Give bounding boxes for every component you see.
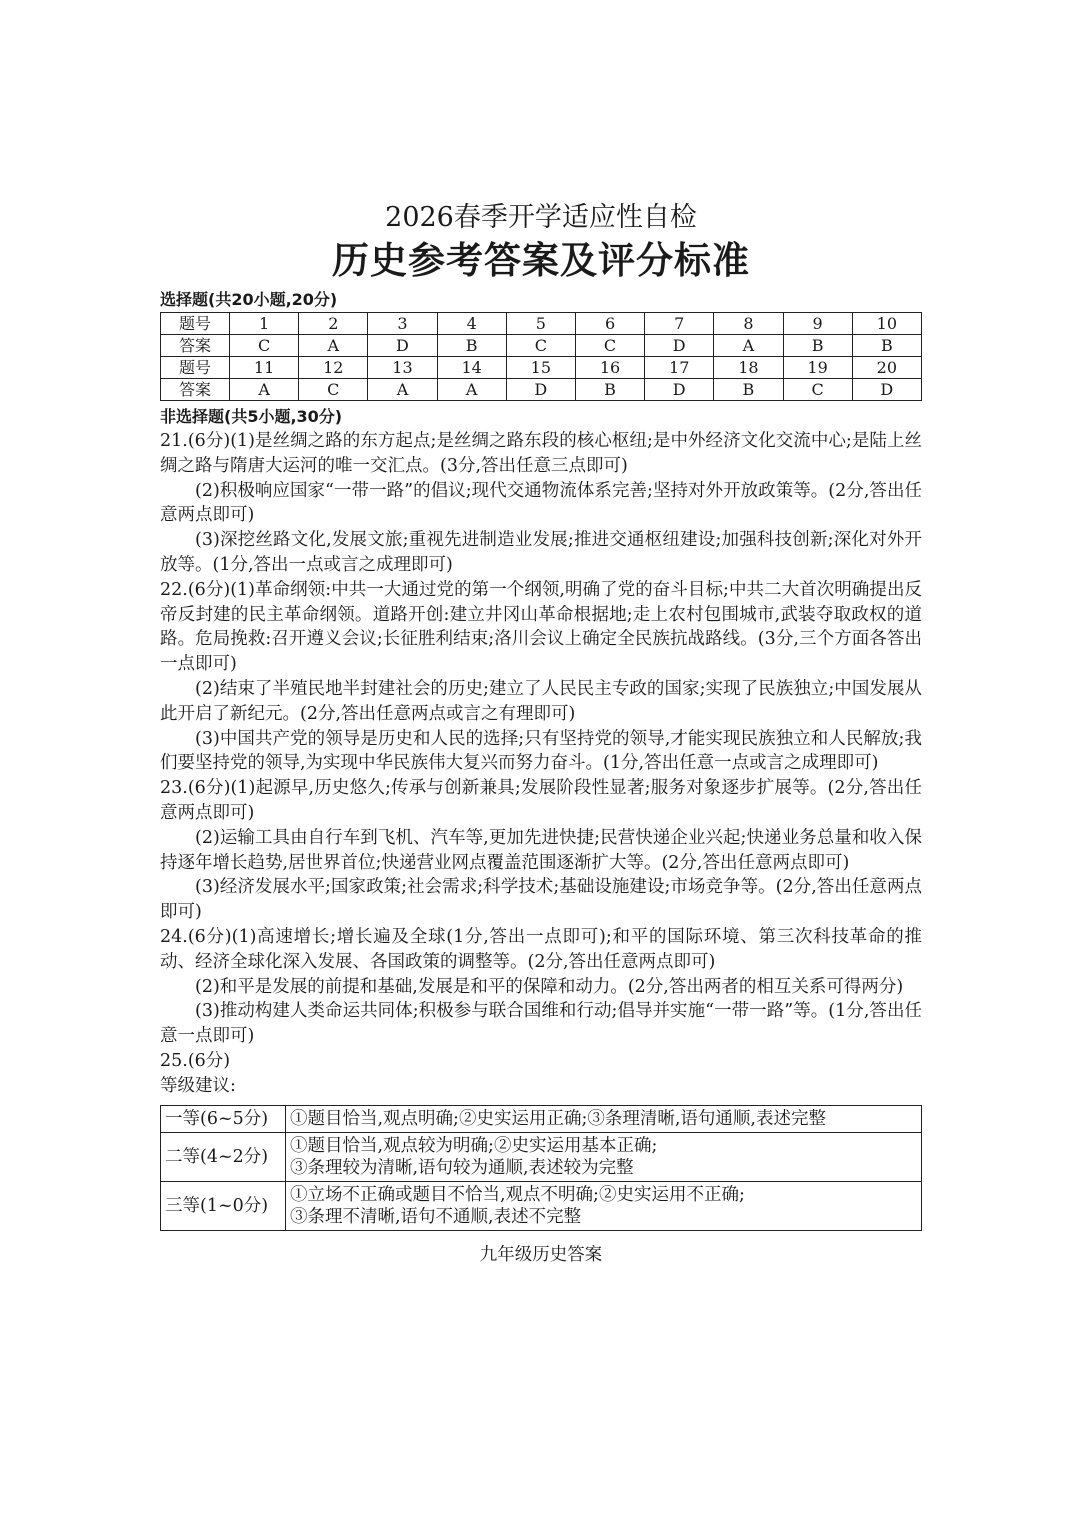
grade-row — [161, 1181, 922, 1230]
answer-paragraph: (2)积极响应国家“一带一路”的倡议;现代交通物流体系完善;坚持对外开放政策等。(2分,答出任意两点即可) — [160, 480, 922, 526]
nonmc-section-heading: 非选择题(共5小题,30分) — [160, 407, 343, 426]
answer-paragraph: (3)推动构建人类命运共同体;积极参与联合国维和行动;倡导并实施“一带一路”等。(1分,答出任意一点即可) — [160, 1001, 922, 1047]
question-number-cell: 18 — [714, 357, 783, 379]
question-number-cell: 2 — [299, 313, 368, 335]
answer-cell: D — [852, 379, 921, 401]
answer-paragraph: (2)和平是发展的前提和基础,发展是和平的保障和动力。(2分,答出两者的相互关系可得两分) — [195, 976, 904, 997]
answer-cell: A — [368, 379, 437, 401]
grade-level: 二等(4~2分) — [161, 1132, 286, 1181]
answer-paragraph: (3)经济发展水平;国家政策;社会需求;科学技术;基础设施建设;市场竞争等。(2分,答出任意两点即可) — [160, 877, 922, 923]
mc-answer-row — [161, 335, 922, 357]
question-number-cell: 1 — [230, 313, 299, 335]
answer-cell: D — [645, 335, 714, 357]
mc-answer-table — [160, 312, 922, 401]
answer-paragraph: (2)运输工具由自行车到飞机、汽车等,更加先进快捷;民营快递企业兴起;快递业务总量和收入保持逐年增长趋势,居世界首位;快递营业网点覆盖范围逐渐扩大等。(2分,答出任意两点即可) — [160, 827, 922, 873]
answer-paragraph: 25.(6分) — [160, 1050, 231, 1071]
question-number-cell: 4 — [437, 313, 506, 335]
answer-cell: B — [714, 379, 783, 401]
question-number-cell: 9 — [783, 313, 852, 335]
answer-cell: B — [575, 379, 644, 401]
answer-cell: D — [506, 379, 575, 401]
answer-cell: B — [437, 335, 506, 357]
nonmc-answers — [160, 429, 922, 1099]
answer-cell: A — [714, 335, 783, 357]
question-number-cell: 10 — [852, 313, 921, 335]
question-number-cell: 13 — [368, 357, 437, 379]
question-number-cell: 17 — [645, 357, 714, 379]
question-number-cell: 5 — [506, 313, 575, 335]
answer-paragraph: (3)中国共产党的领导是历史和人民的选择;只有坚持党的领导,才能实现民族独立和人民解放;我们要坚持党的领导,为实现中华民族伟大复兴而努力奋斗。(1分,答出任意一点或言之成理即可) — [160, 728, 922, 774]
answer-cell: A — [299, 335, 368, 357]
answer-cell: D — [368, 335, 437, 357]
answer-cell: B — [783, 335, 852, 357]
question-number-cell: 15 — [506, 357, 575, 379]
answer-paragraph: (3)深挖丝路文化,发展文旅;重视先进制造业发展;推进交通枢纽建设;加强科技创新;深化对外开放等。(1分,答出一点或言之成理即可) — [160, 530, 922, 575]
grade-table — [160, 1105, 922, 1231]
grade-level: 三等(1~0分) — [161, 1181, 286, 1230]
question-number-cell: 8 — [714, 313, 783, 335]
mc-row-label: 题号 — [161, 313, 230, 335]
question-number-cell: 3 — [368, 313, 437, 335]
question-number-cell: 14 — [437, 357, 506, 379]
question-number-cell: 12 — [299, 357, 368, 379]
grade-criteria-line: ①立场不正确或题目不恰当,观点不明确;②史实运用不正确; — [290, 1184, 745, 1205]
exam-title: 2026春季开学适应性自检 — [385, 202, 697, 233]
grade-row — [161, 1105, 922, 1132]
grade-row — [161, 1132, 922, 1181]
mc-answer-row — [161, 379, 922, 401]
answer-cell: C — [783, 379, 852, 401]
mc-number-row — [161, 313, 922, 335]
document-title: 历史参考答案及评分标准 — [332, 239, 750, 282]
mc-number-row — [161, 357, 922, 379]
page-footer: 九年级历史答案 — [479, 1244, 603, 1265]
grade-criteria — [286, 1132, 922, 1181]
answer-cell: C — [230, 335, 299, 357]
question-number-cell: 7 — [645, 313, 714, 335]
grade-criteria — [286, 1105, 922, 1132]
answer-paragraph: 等级建议: — [160, 1075, 236, 1096]
answer-cell: C — [299, 379, 368, 401]
answer-paragraph: 22.(6分)(1)革命纲领:中共一大通过党的第一个纲领,明确了党的奋斗目标;中共二大首次明确提出反帝反封建的民主革命纲领。道路开创:建立井冈山革命根据地;走上农村包围城市,武装夺取政权的道路。危局挽救:召开遵义会议;长征胜利结束;洛川会议上确定全民族抗战路线。(3分,三个方面各答出一点即可) — [160, 579, 922, 675]
answer-sheet-page — [160, 200, 922, 1266]
answer-cell: C — [575, 335, 644, 357]
answer-paragraph: (2)结束了半殖民地半封建社会的历史;建立了人民民主专政的国家;实现了民族独立;中国发展从此开启了新纪元。(2分,答出任意两点或言之有理即可) — [160, 678, 922, 724]
grade-criteria-line: ③条理不清晰,语句不通顺,表述不完整 — [290, 1206, 582, 1227]
question-number-cell: 19 — [783, 357, 852, 379]
grade-criteria — [286, 1181, 922, 1230]
grade-level: 一等(6~5分) — [161, 1105, 286, 1132]
question-number-cell: 20 — [852, 357, 921, 379]
answer-paragraph: 24.(6分)(1)高速增长;增长遍及全球(1分,答出一点即可);和平的国际环境、第三次科技革命的推动、经济全球化深入发展、各国政策的调整等。(2分,答出任意两点即可) — [160, 926, 922, 972]
answer-cell: A — [230, 379, 299, 401]
question-number-cell: 16 — [575, 357, 644, 379]
mc-row-label: 答案 — [161, 379, 230, 401]
grade-criteria-line: ③条理较为清晰,语句较为通顺,表述较为完整 — [290, 1157, 634, 1178]
grade-criteria-line: ①题目恰当,观点明确;②史实运用正确;③条理清晰,语句通顺,表述完整 — [290, 1108, 826, 1129]
question-number-cell: 6 — [575, 313, 644, 335]
answer-cell: B — [852, 335, 921, 357]
question-number-cell: 11 — [230, 357, 299, 379]
answer-cell: C — [506, 335, 575, 357]
mc-row-label: 题号 — [161, 357, 230, 379]
mc-section-heading: 选择题(共20小题,20分) — [160, 290, 338, 309]
answer-paragraph: 21.(6分)(1)是丝绸之路的东方起点;是丝绸之路东段的核心枢纽;是中外经济文化交流中心;是陆上丝绸之路与隋唐大运河的唯一交汇点。(3分,答出任意三点即可) — [160, 431, 922, 476]
answer-cell: A — [437, 379, 506, 401]
answer-paragraph: 23.(6分)(1)起源早,历史悠久;传承与创新兼具;发展阶段性显著;服务对象逐步扩展等。(2分,答出任意两点即可) — [160, 778, 922, 823]
answer-cell: D — [645, 379, 714, 401]
grade-criteria-line: ①题目恰当,观点较为明确;②史实运用基本正确; — [290, 1135, 658, 1156]
mc-row-label: 答案 — [161, 335, 230, 357]
